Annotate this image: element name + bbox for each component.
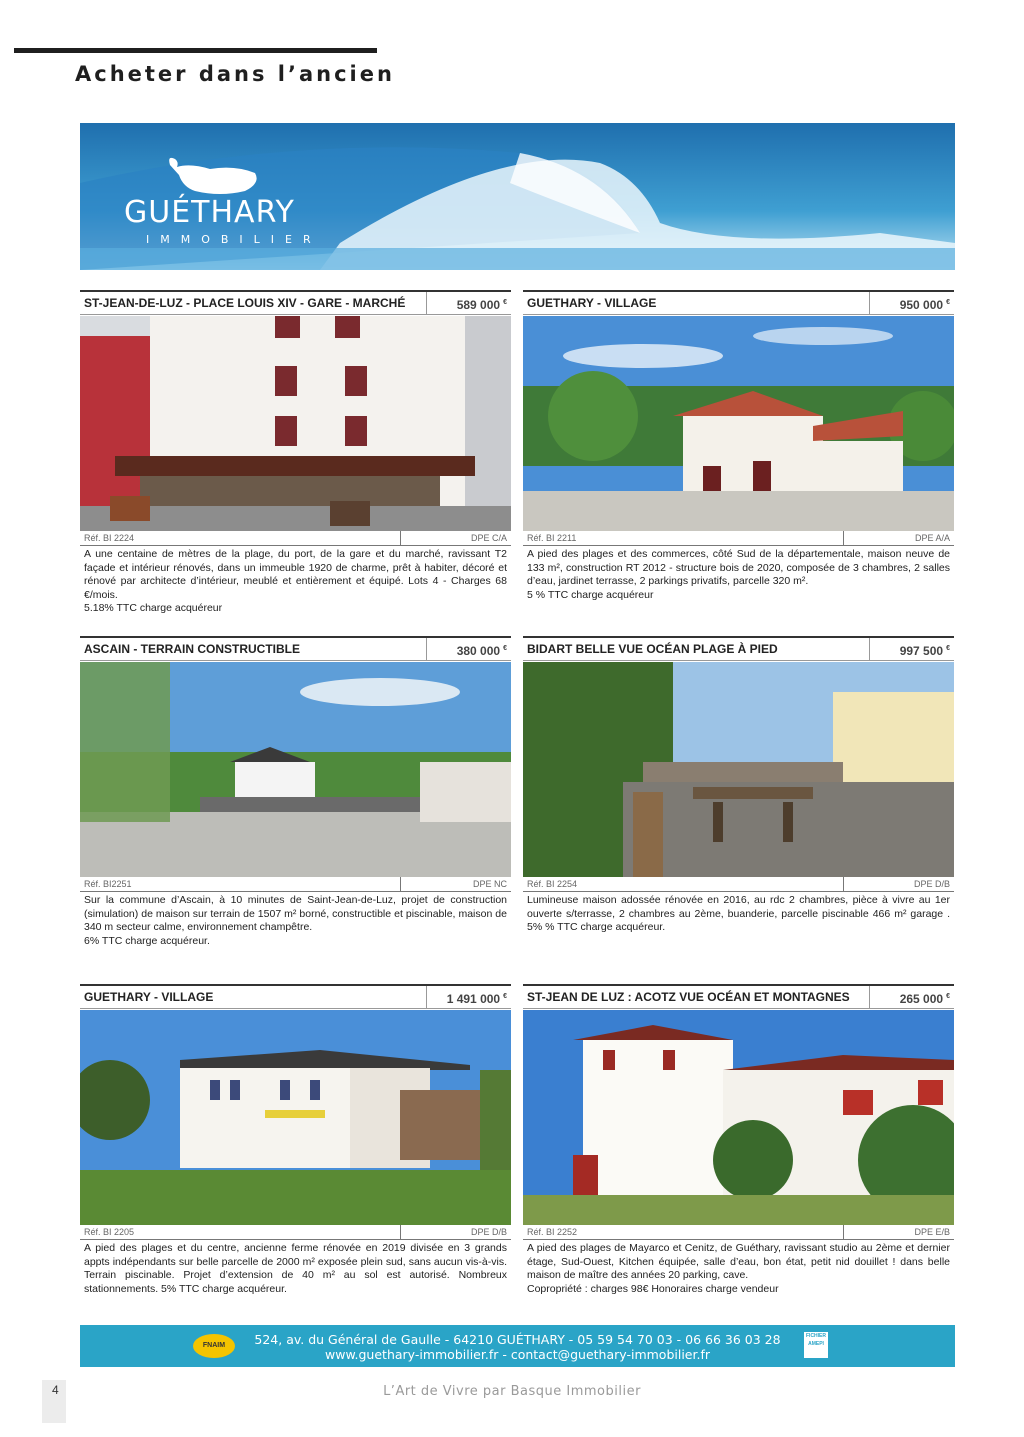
listing-card[interactable] [523,636,954,935]
listing-card[interactable] [523,290,954,602]
listing-dpe: DPE D/B [913,879,950,889]
listing-price: 380 000 € [426,638,511,660]
listing-header [80,290,511,315]
listing-price: 950 000 € [869,292,954,314]
agency-brand: GUÉTHARY [124,195,295,230]
whale-logo-icon [165,153,265,198]
listing-dpe: DPE E/B [914,1227,950,1237]
listing-description: Lumineuse maison adossée rénovée en 2016, au rdc 2 chambres, pièce à vivre au 1er ouverte s/terrasse, 2 chambres au 2ème, buanderie, parcelle piscinable 466 m² garage . 5% % TTC charge acquéreur. [527,894,950,933]
listing-header [523,984,954,1009]
listing-ref: Réf. BI2251 [84,879,132,889]
listing-dpe: DPE A/A [914,533,950,543]
listing-title: GUETHARY - VILLAGE [84,990,214,1004]
listing-price: 997 500 € [869,638,954,660]
page-number: 4 [52,1383,59,1397]
listing-meta [80,531,511,546]
amepi-logo: FICHIER AMEPI [804,1332,828,1358]
listing-card[interactable] [523,984,954,1296]
listing-ref: Réf. BI 2211 [527,533,577,543]
listing-price: 1 491 000 € [426,986,511,1008]
listing-fees: 5 % TTC charge acquéreur [527,588,654,601]
listing-title: BIDART BELLE VUE OCÉAN PLAGE À PIED [527,642,778,656]
agency-brand-subtitle: IMMOBILIER [146,233,322,246]
listing-ref: Réf. BI 2224 [84,533,135,543]
listing-description: Sur la commune d’Ascain, à 10 minutes de Saint-Jean-de-Luz, projet de construction (simulation) de maison sur terrain de 1507 m² borné, constructible et piscinable, maison de 340 m secteur calme, environnement champêtre. 6% TTC charge acquéreur. [84,894,507,947]
listing-photo[interactable] [523,316,954,531]
listing-meta [523,1225,954,1240]
listing-header [80,984,511,1009]
listing-header [80,636,511,661]
listing-dpe: DPE D/B [470,1227,507,1237]
listing-header [523,290,954,315]
listing-photo[interactable] [80,662,511,877]
listing-title: ST-JEAN-DE-LUZ - PLACE LOUIS XIV - GARE - MARCHÉ [84,296,406,310]
listing-title: ST-JEAN DE LUZ : ACOTZ VUE OCÉAN ET MONTAGNES [527,990,850,1004]
listing-photo[interactable] [523,662,954,877]
listing-ref: Réf. BI 2205 [84,1227,135,1237]
listing-photo[interactable] [80,316,511,531]
listing-card[interactable] [80,290,511,616]
listing-ref: Réf. BI 2254 [527,879,578,889]
listing-fees: 5.18% TTC charge acquéreur [84,602,223,614]
listing-description: A une centaine de mètres de la plage, du port, de la gare et du marché, ravissant T2 façade et intérieur rénovés, dans un immeuble 1920 de charme, prêt à habiter, décoré et rénové par architecte d’intérieur, meublé et entièrement et équipé. Lots 4 - Charges 68 €/mois. 5.18% TTC charge acquéreur [84,548,507,614]
listing-description: A pied des plages de Mayarco et Cenitz, de Guéthary, ravissant studio au 2ème et dernier étage, Sud-Ouest, Kitchen équipée, salle d’eau, bon état, petit nid douillet ! dans belle maison de maître des années 20 parking, cave. Copropriété : charges 98€ Honoraires charge vendeur [527,1242,950,1295]
agency-address: 524, av. du Général de Gaulle - 64210 GUÉTHARY - 05 59 54 70 03 - 06 66 36 03 28 [254,1332,781,1347]
listing-description: A pied des plages et des commerces, côté Sud de la départementale, maison neuve de 133 m², construction RT 2012 - structure bois de 2020, composée de 3 chambres, 2 salles d’eau, jardinet terrasse, 2 parkings privatifs, parcelle 320 m². 5 % TTC charge acquéreur [527,548,950,601]
listing-dpe: DPE C/A [470,533,507,543]
listing-meta [80,877,511,892]
listing-price: 265 000 € [869,986,954,1008]
listing-description: A pied des plages et du centre, ancienne ferme rénovée en 2019 divisée en 3 grands appts indépendants sur belle parcelle de 2000 m² exposée plein sud, sans aucun vis-à-vis. Terrain piscinable. Projet d’extension de 40 m² au sol est autorisé. Nombreux stationnements. 5% TTC charge acquéreur. [84,1242,507,1295]
fnaim-logo: FNAIM [193,1334,235,1358]
agency-web-contact[interactable]: www.guethary-immobilier.fr - contact@guethary-immobilier.fr [325,1347,710,1362]
page-title: Acheter dans l’ancien [75,62,395,86]
listing-meta [523,877,954,892]
magazine-tagline: L’Art de Vivre par Basque Immobilier [383,1384,641,1399]
listing-card[interactable] [80,636,511,948]
listing-card[interactable] [80,984,511,1296]
listing-photo[interactable] [523,1010,954,1225]
listing-fees: Copropriété : charges 98€ Honoraires charge vendeur [527,1282,779,1295]
listing-dpe: DPE NC [472,879,507,889]
listing-title: ASCAIN - TERRAIN CONSTRUCTIBLE [84,642,300,656]
listing-meta [523,531,954,546]
listing-photo[interactable] [80,1010,511,1225]
agency-contact-band [80,1325,955,1367]
listing-fees: 6% TTC charge acquéreur. [84,934,210,947]
listing-header [523,636,954,661]
listing-price: 589 000 € [426,292,511,314]
listing-title: GUETHARY - VILLAGE [527,296,657,310]
top-rule [14,48,377,53]
listing-ref: Réf. BI 2252 [527,1227,578,1237]
listing-meta [80,1225,511,1240]
